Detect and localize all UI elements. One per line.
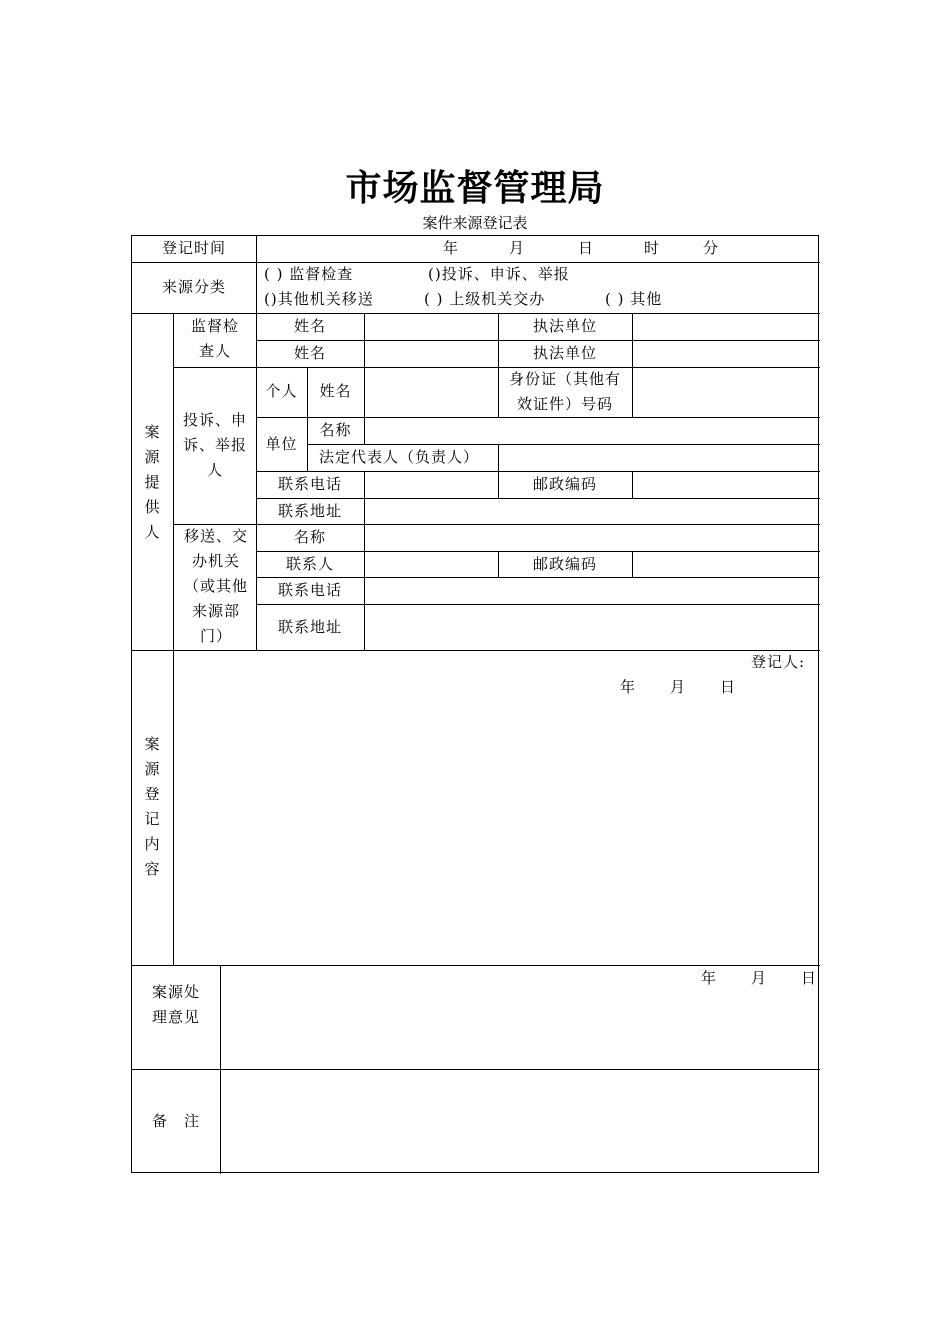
handling-opinion-label: 案源处理意见 — [152, 983, 201, 1026]
option-other[interactable]: ( ) 其他 — [605, 290, 663, 308]
registration-content-label: 案源登记内容 — [144, 735, 160, 878]
row-divider — [132, 650, 820, 651]
individual-name-label: 姓名 — [319, 382, 352, 400]
register-time-minute: 分 — [703, 239, 720, 257]
col-divider — [498, 367, 499, 417]
col-divider — [632, 313, 633, 367]
individual-label: 个人 — [265, 382, 298, 400]
remarks-label: 备 注 — [151, 1112, 200, 1130]
registrar-label: 登记人: — [751, 653, 806, 671]
option-superior-assigned[interactable]: ( ) 上级机关交办 — [424, 290, 546, 308]
registration-year: 年 — [620, 678, 637, 696]
col-divider — [364, 367, 365, 417]
option-complaint[interactable]: ()投诉、申诉、举报 — [428, 265, 570, 283]
transfer-agency-label: 移送、交办机关（或其他来源部门） — [183, 527, 248, 645]
transfer-name-label: 名称 — [293, 528, 326, 546]
registration-day: 日 — [720, 678, 737, 696]
source-category-label: 来源分类 — [161, 278, 226, 296]
col-divider — [364, 417, 365, 444]
transfer-postcode-label: 邮政编码 — [532, 555, 597, 573]
row-divider — [132, 1069, 820, 1070]
handling-opinion-month: 月 — [751, 969, 768, 987]
id-number-label: 身份证（其他有效证件）号码 — [508, 370, 621, 413]
handling-opinion-year: 年 — [701, 969, 718, 987]
option-transfer[interactable]: ()其他机关移送 — [264, 290, 374, 308]
col-divider — [632, 471, 633, 498]
col-divider — [220, 965, 221, 1174]
legal-representative-label: 法定代表人（负责人） — [319, 448, 480, 466]
transfer-address-label: 联系地址 — [277, 618, 342, 636]
register-time-hour: 时 — [644, 239, 661, 257]
inspector-unit-label-2: 执法单位 — [532, 344, 597, 362]
inspector-label: 监督检查人 — [190, 317, 239, 360]
registration-month: 月 — [670, 678, 687, 696]
register-time-day: 日 — [578, 239, 595, 257]
complainant-phone-label: 联系电话 — [277, 475, 342, 493]
complainant-address-label: 联系地址 — [277, 502, 342, 520]
case-source-form — [131, 235, 819, 1173]
inspector-name-label-2: 姓名 — [293, 344, 326, 362]
complainant-label: 投诉、申诉、举报人 — [182, 411, 247, 479]
col-divider — [364, 313, 365, 367]
page-title: 市场监督管理局 — [345, 167, 605, 209]
option-supervision-check[interactable]: ( ) 监督检查 — [264, 265, 354, 283]
inspector-name-label-1: 姓名 — [293, 317, 326, 335]
form-subtitle: 案件来源登记表 — [422, 214, 528, 232]
case-provider-label: 案源提供人 — [144, 423, 160, 541]
col-divider — [498, 444, 499, 471]
col-divider — [632, 367, 633, 417]
col-divider — [364, 524, 365, 650]
register-time-year: 年 — [443, 239, 460, 257]
organization-label: 单位 — [265, 435, 298, 453]
inspector-unit-label-1: 执法单位 — [532, 317, 597, 335]
col-divider — [173, 313, 174, 965]
row-divider — [256, 604, 820, 605]
register-time-label: 登记时间 — [161, 239, 226, 257]
row-divider — [173, 367, 820, 368]
handling-opinion-day: 日 — [801, 969, 818, 987]
complainant-postcode-label: 邮政编码 — [532, 475, 597, 493]
col-divider — [632, 551, 633, 577]
transfer-contact-label: 联系人 — [285, 555, 334, 573]
col-divider — [364, 471, 365, 524]
transfer-phone-label: 联系电话 — [277, 581, 342, 599]
register-time-month: 月 — [509, 239, 526, 257]
organization-name-label: 名称 — [319, 421, 352, 439]
